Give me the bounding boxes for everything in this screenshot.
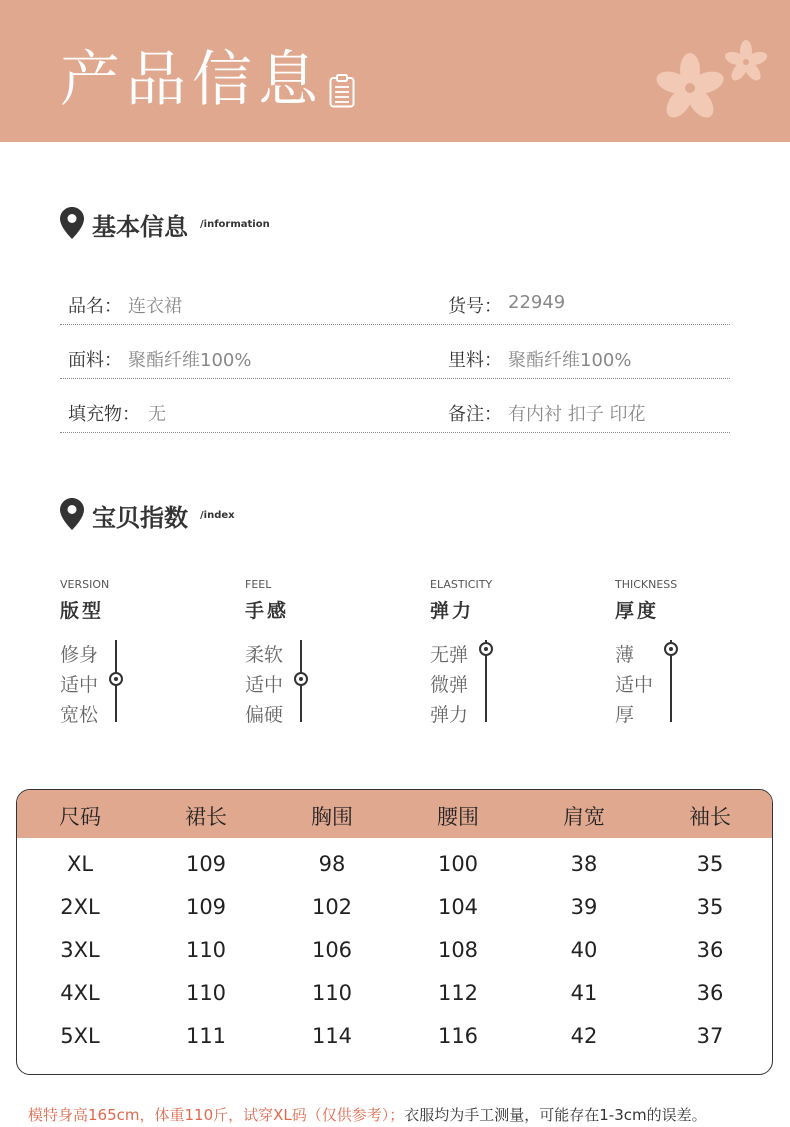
size-table-header-cell: 胸围 bbox=[311, 805, 353, 829]
section-basic-info-header bbox=[60, 205, 320, 245]
info-value: 连衣裙 bbox=[128, 296, 182, 317]
table-cell: 5XL bbox=[60, 1024, 100, 1048]
note-accent-text: 模特身高165cm，体重110斤，试穿XL码（仅供参考）； bbox=[28, 1106, 405, 1124]
location-pin-icon bbox=[60, 498, 84, 530]
info-value: 有内衬 扣子 印花 bbox=[508, 404, 646, 425]
index-column-elasticity bbox=[430, 578, 580, 728]
info-label: 里料： bbox=[448, 350, 502, 371]
index-option: 适中 bbox=[245, 674, 284, 696]
index-en-label: THICKNESS bbox=[615, 578, 678, 591]
table-cell: 109 bbox=[185, 852, 227, 876]
index-option: 无弹 bbox=[430, 644, 469, 666]
measurement-note bbox=[28, 1104, 707, 1125]
size-table bbox=[16, 789, 773, 1075]
info-value: 聚酯纤维100% bbox=[508, 350, 632, 371]
info-row bbox=[60, 392, 730, 433]
index-column-feel bbox=[245, 578, 395, 728]
index-option: 弹力 bbox=[430, 704, 469, 726]
section-title: 宝贝指数 bbox=[92, 504, 188, 532]
index-option: 适中 bbox=[615, 674, 654, 696]
index-cn-label: 版型 bbox=[60, 600, 105, 622]
index-cn-label: 厚度 bbox=[615, 600, 660, 622]
index-cn-label: 弹力 bbox=[430, 600, 475, 622]
table-cell: 35 bbox=[696, 895, 724, 919]
table-cell: 110 bbox=[185, 938, 227, 962]
table-cell: 3XL bbox=[60, 938, 100, 962]
index-cn-label: 手感 bbox=[245, 600, 290, 622]
table-cell: 108 bbox=[437, 938, 479, 962]
table-cell: 42 bbox=[570, 1024, 598, 1048]
info-label: 填充物： bbox=[68, 404, 140, 425]
index-marker bbox=[294, 672, 308, 686]
table-cell: 98 bbox=[318, 852, 346, 876]
table-cell: 38 bbox=[570, 852, 598, 876]
table-cell: 4XL bbox=[60, 981, 100, 1005]
size-table-header-cell: 裙长 bbox=[185, 805, 227, 829]
section-index-header bbox=[60, 496, 320, 536]
index-en-label: ELASTICITY bbox=[430, 578, 493, 591]
index-option: 修身 bbox=[60, 644, 99, 666]
section-subtitle: /index bbox=[200, 510, 235, 521]
table-cell: 116 bbox=[437, 1024, 479, 1048]
info-row bbox=[60, 338, 730, 379]
size-table-header-cell: 腰围 bbox=[437, 805, 479, 829]
flower-decoration-icon bbox=[650, 30, 780, 130]
table-cell: 106 bbox=[311, 938, 353, 962]
info-row bbox=[60, 284, 730, 325]
table-cell: XL bbox=[66, 852, 94, 876]
note-text: 衣服均为手工测量，可能存在1-3cm的误差。 bbox=[404, 1106, 707, 1124]
table-cell: 2XL bbox=[60, 895, 100, 919]
info-value: 无 bbox=[148, 404, 166, 425]
index-option: 偏硬 bbox=[245, 704, 284, 726]
clipboard-icon bbox=[329, 74, 355, 108]
index-option: 适中 bbox=[60, 674, 99, 696]
table-cell: 114 bbox=[311, 1024, 353, 1048]
table-cell: 112 bbox=[437, 981, 479, 1005]
index-column-version bbox=[60, 578, 210, 728]
table-cell: 110 bbox=[185, 981, 227, 1005]
index-en-label: FEEL bbox=[245, 578, 272, 591]
table-cell: 110 bbox=[311, 981, 353, 1005]
header-banner bbox=[0, 0, 790, 142]
page-title: 产品信息 bbox=[60, 45, 324, 115]
size-table-header-cell: 袖长 bbox=[689, 805, 731, 829]
section-title: 基本信息 bbox=[92, 213, 188, 241]
table-cell: 109 bbox=[185, 895, 227, 919]
table-cell: 36 bbox=[696, 938, 724, 962]
index-option: 柔软 bbox=[245, 644, 284, 666]
table-cell: 40 bbox=[570, 938, 598, 962]
table-cell: 111 bbox=[185, 1024, 227, 1048]
index-option: 厚 bbox=[615, 704, 635, 726]
table-cell: 104 bbox=[437, 895, 479, 919]
info-label: 面料： bbox=[68, 350, 122, 371]
size-table-header-cell: 尺码 bbox=[59, 805, 101, 829]
index-marker bbox=[479, 642, 493, 656]
info-label: 品名： bbox=[68, 296, 122, 317]
info-value: 22949 bbox=[508, 292, 566, 313]
size-table-header bbox=[17, 790, 772, 838]
index-option: 宽松 bbox=[60, 704, 99, 726]
table-cell: 100 bbox=[437, 852, 479, 876]
table-cell: 37 bbox=[696, 1024, 724, 1048]
index-option: 薄 bbox=[615, 644, 635, 666]
info-value: 聚酯纤维100% bbox=[128, 350, 252, 371]
table-cell: 36 bbox=[696, 981, 724, 1005]
table-cell: 41 bbox=[570, 981, 598, 1005]
size-table-header-cell: 肩宽 bbox=[563, 805, 605, 829]
table-cell: 102 bbox=[311, 895, 353, 919]
info-label: 备注： bbox=[448, 404, 502, 425]
location-pin-icon bbox=[60, 207, 84, 239]
info-label: 货号： bbox=[448, 296, 502, 317]
index-en-label: VERSION bbox=[60, 578, 110, 591]
index-marker bbox=[109, 672, 123, 686]
table-cell: 35 bbox=[696, 852, 724, 876]
table-cell: 39 bbox=[570, 895, 598, 919]
index-option: 微弹 bbox=[430, 674, 469, 696]
section-subtitle: /information bbox=[200, 219, 270, 230]
index-marker bbox=[664, 642, 678, 656]
index-column-thickness bbox=[615, 578, 765, 728]
